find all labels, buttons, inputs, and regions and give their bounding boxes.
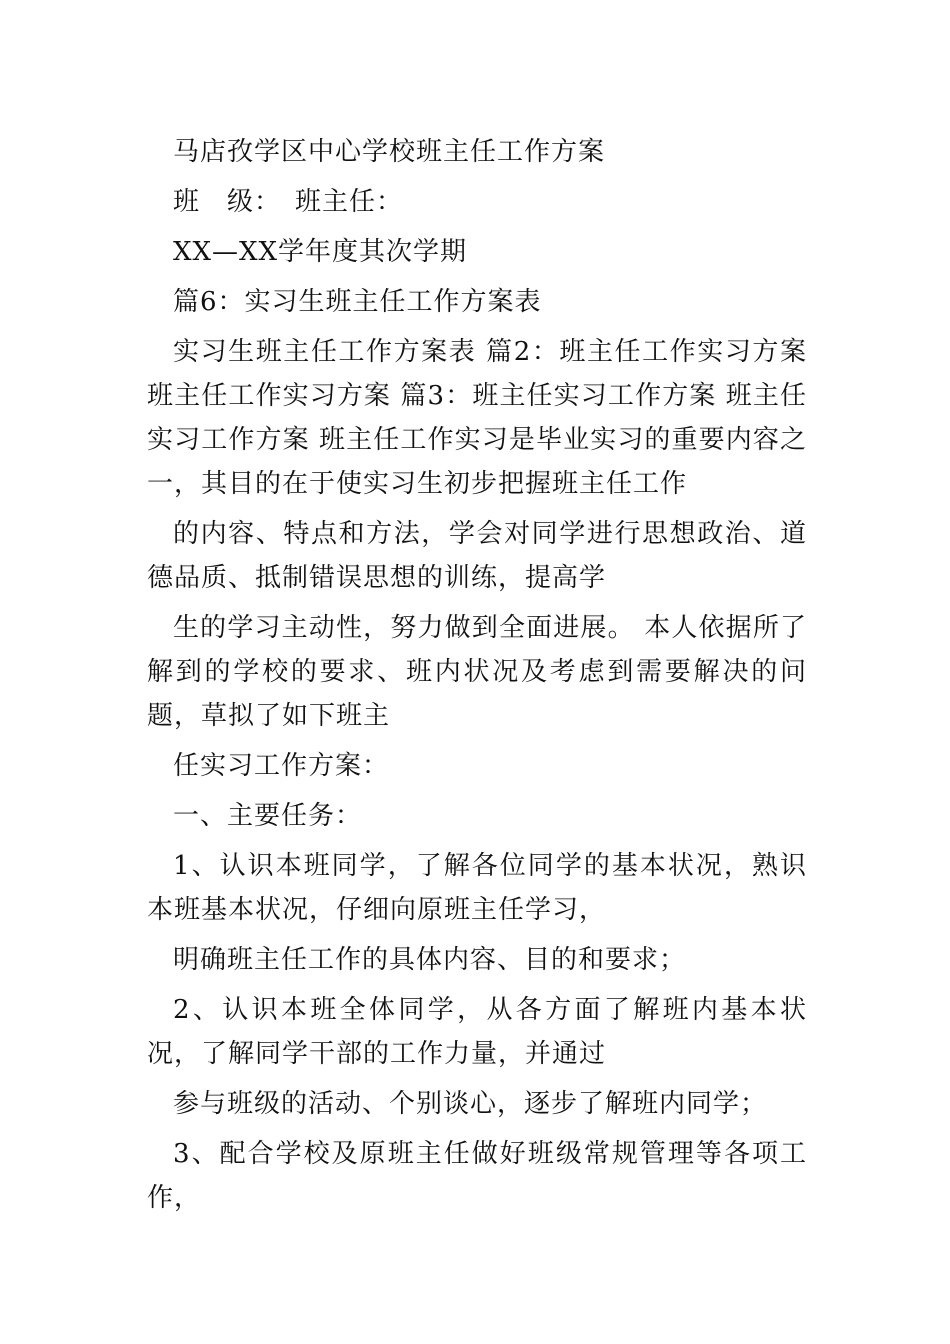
section-heading: 篇6：实习生班主任工作方案表 — [173, 287, 542, 317]
task-item: 明确班主任工作的具体内容、目的和要求； — [173, 945, 687, 975]
task-item: 1、认识本班同学，了解各位同学的基本状况，熟识本班基本状况，仔细向原班主任学习， — [147, 851, 807, 925]
semester-line: XX—XX学年度其次学期 — [173, 237, 468, 267]
body-paragraph: 实习生班主任工作方案表 篇2：班主任工作实习方案 班主任工作实习方案 篇3：班主任实习工作方案 班主任实习工作方案 班主任工作实习是毕业实习的重要内容之一，其目的在于使实习生初步把握班主任工作 — [147, 337, 807, 499]
task-heading: 一、主要任务： — [173, 801, 363, 831]
document-body — [147, 130, 807, 1226]
body-paragraph: 生的学习主动性，努力做到全面进展。 本人依据所了解到的学校的要求、班内状况及考虑到需要解决的问题，草拟了如下班主 — [147, 613, 807, 731]
task-item: 参与班级的活动、个别谈心，逐步了解班内同学； — [173, 1089, 768, 1119]
task-item: 2、认识本班全体同学，从各方面了解班内基本状况，了解同学干部的工作力量，并通过 — [147, 995, 807, 1069]
body-paragraph: 任实习工作方案： — [173, 751, 390, 781]
class-teacher-line: 班 级： 班主任： — [173, 187, 404, 217]
document-title: 马店孜学区中心学校班主任工作方案 — [173, 137, 606, 167]
body-paragraph: 的内容、特点和方法，学会对同学进行思想政治、道德品质、抵制错误思想的训练，提高学 — [147, 519, 807, 593]
task-item: 3、配合学校及原班主任做好班级常规管理等各项工作， — [147, 1139, 807, 1213]
